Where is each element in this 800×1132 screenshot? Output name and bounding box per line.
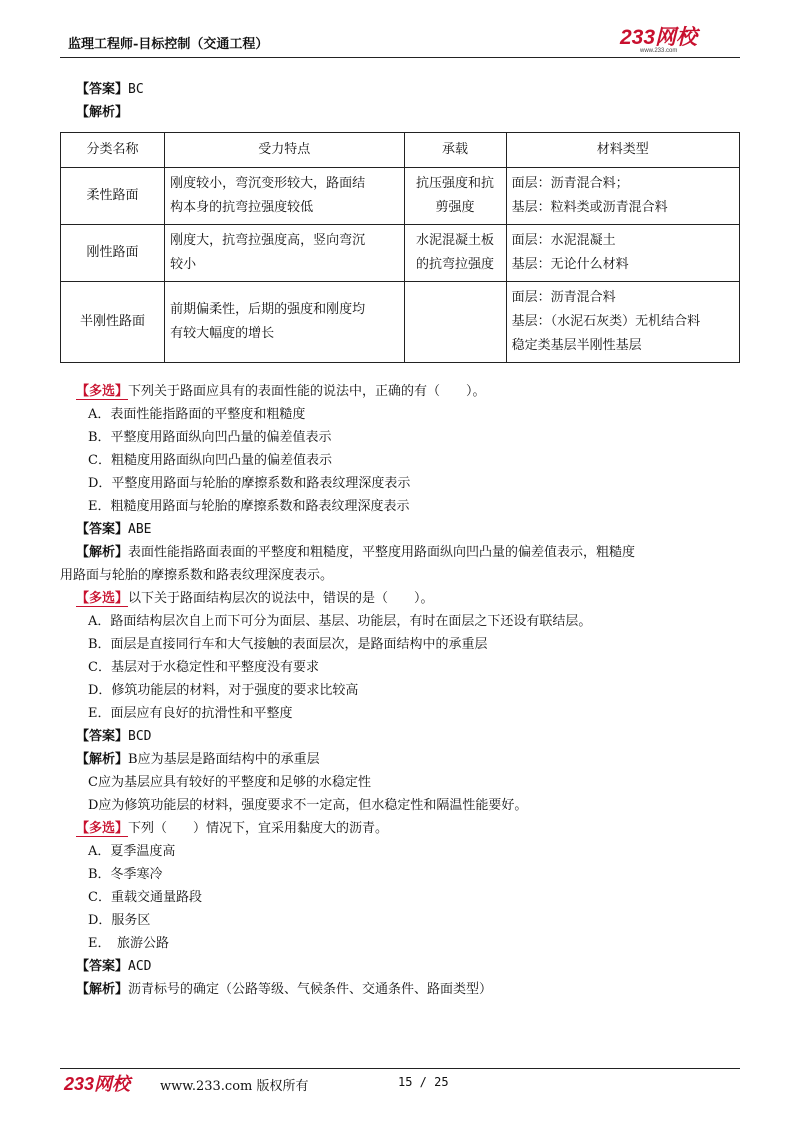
question-stem: 【多选】下列（ ）情况下，宜采用黏度大的沥青。: [76, 821, 389, 836]
analysis-continued: C应为基层应具有较好的平整度和足够的水稳定性: [88, 775, 371, 790]
table-cell: 前期偏柔性，后期的强度和刚度均 有较大幅度的增长: [165, 282, 404, 363]
option: C．基层对于水稳定性和平整度没有要求: [88, 660, 319, 675]
analysis: 【解析】沥青标号的确定（公路等级、气候条件、交通条件、路面类型）: [76, 982, 493, 997]
table-cell: 面层：沥青混合料； 基层：粒料类或沥青混合料: [506, 168, 739, 225]
option: C．重载交通量路段: [88, 890, 202, 905]
table-cell: [404, 282, 506, 363]
brand-logo: [618, 24, 738, 54]
footer-site: www.233.com 版权所有: [160, 1079, 309, 1094]
table-cell: 抗压强度和抗 剪强度: [404, 168, 506, 225]
option: C．粗糙度用路面纵向凹凸量的偏差值表示: [88, 453, 332, 468]
option: B．面层是直接同行车和大气接触的表面层次，是路面结构中的承重层: [88, 637, 488, 652]
answer: 【答案】ABE: [76, 522, 152, 537]
table-cell: 面层：水泥混凝土 基层：无论什么材料: [506, 225, 739, 282]
intro-answer: 【答案】BC: [76, 82, 144, 97]
page-header: [60, 26, 740, 60]
table-cell: 面层：沥青混合料 基层：（水泥石灰类）无机结合料 稳定类基层半刚性基层: [506, 282, 739, 363]
option: D．服务区: [88, 913, 151, 928]
answer: 【答案】BCD: [76, 729, 152, 744]
option: B．平整度用路面纵向凹凸量的偏差值表示: [88, 430, 332, 445]
question-stem: 【多选】下列关于路面应具有的表面性能的说法中，正确的有（ ）。: [76, 384, 486, 399]
table-row: [61, 168, 740, 225]
option: A．表面性能指路面的平整度和粗糙度: [88, 407, 306, 422]
header-divider: [60, 57, 740, 58]
option: A．夏季温度高: [88, 844, 176, 859]
page-number: 15 / 25: [398, 1075, 449, 1089]
option: E． 旅游公路: [88, 936, 169, 951]
option: A．路面结构层次自上而下可分为面层、基层、功能层，有时在面层之下还设有联结层。: [88, 614, 592, 629]
table-header-row: [61, 133, 740, 168]
option: E．粗糙度用路面与轮胎的摩擦系数和路表纹理深度表示: [88, 499, 410, 514]
option: E．面层应有良好的抗滑性和平整度: [88, 706, 293, 721]
answer: 【答案】ACD: [76, 959, 152, 974]
footer-brand-logo: [62, 1070, 154, 1096]
analysis: 【解析】表面性能指路面表面的平整度和粗糙度，平整度用路面纵向凹凸量的偏差值表示，粗糙度: [76, 545, 636, 560]
analysis: 【解析】B应为基层是路面结构中的承重层: [76, 752, 320, 767]
table-header-cell: 分类名称: [61, 133, 165, 168]
svg-text:233网校: 233网校: [620, 26, 698, 49]
multi-choice-tag: 【多选】: [76, 821, 129, 836]
option: D．平整度用路面与轮胎的摩擦系数和路表纹理深度表示: [88, 476, 411, 491]
table-cell: 刚性路面: [61, 225, 165, 282]
option: B．冬季寒冷: [88, 867, 163, 882]
table-cell: 柔性路面: [61, 168, 165, 225]
table-header-cell: 承载: [404, 133, 506, 168]
question-stem: 【多选】以下关于路面结构层次的说法中，错误的是（ ）。: [76, 591, 434, 606]
analysis-continued: 用路面与轮胎的摩擦系数和路表纹理深度表示。: [60, 568, 334, 583]
table-cell: 刚度大，抗弯拉强度高，竖向弯沉 较小: [165, 225, 404, 282]
table-cell: 刚度较小，弯沉变形较大，路面结 构本身的抗弯拉强度较低: [165, 168, 404, 225]
svg-text:233网校: 233网校: [64, 1074, 131, 1094]
table-cell: 半刚性路面: [61, 282, 165, 363]
document-title: 监理工程师-目标控制（交通工程）: [68, 37, 269, 52]
option: D．修筑功能层的材料，对于强度的要求比较高: [88, 683, 359, 698]
footer-divider: [60, 1068, 740, 1069]
table-row: [61, 282, 740, 363]
table-header-cell: 材料类型: [506, 133, 739, 168]
table-row: [61, 225, 740, 282]
analysis-continued: D应为修筑功能层的材料，强度要求不一定高，但水稳定性和隔温性能要好。: [88, 798, 528, 813]
intro-analysis-label: 【解析】: [76, 105, 129, 120]
table-cell: 水泥混凝土板 的抗弯拉强度: [404, 225, 506, 282]
pavement-classification-table: [60, 132, 740, 363]
svg-text:www.233.com: www.233.com: [640, 48, 678, 54]
multi-choice-tag: 【多选】: [76, 384, 129, 399]
table-header-cell: 受力特点: [165, 133, 404, 168]
multi-choice-tag: 【多选】: [76, 591, 129, 606]
